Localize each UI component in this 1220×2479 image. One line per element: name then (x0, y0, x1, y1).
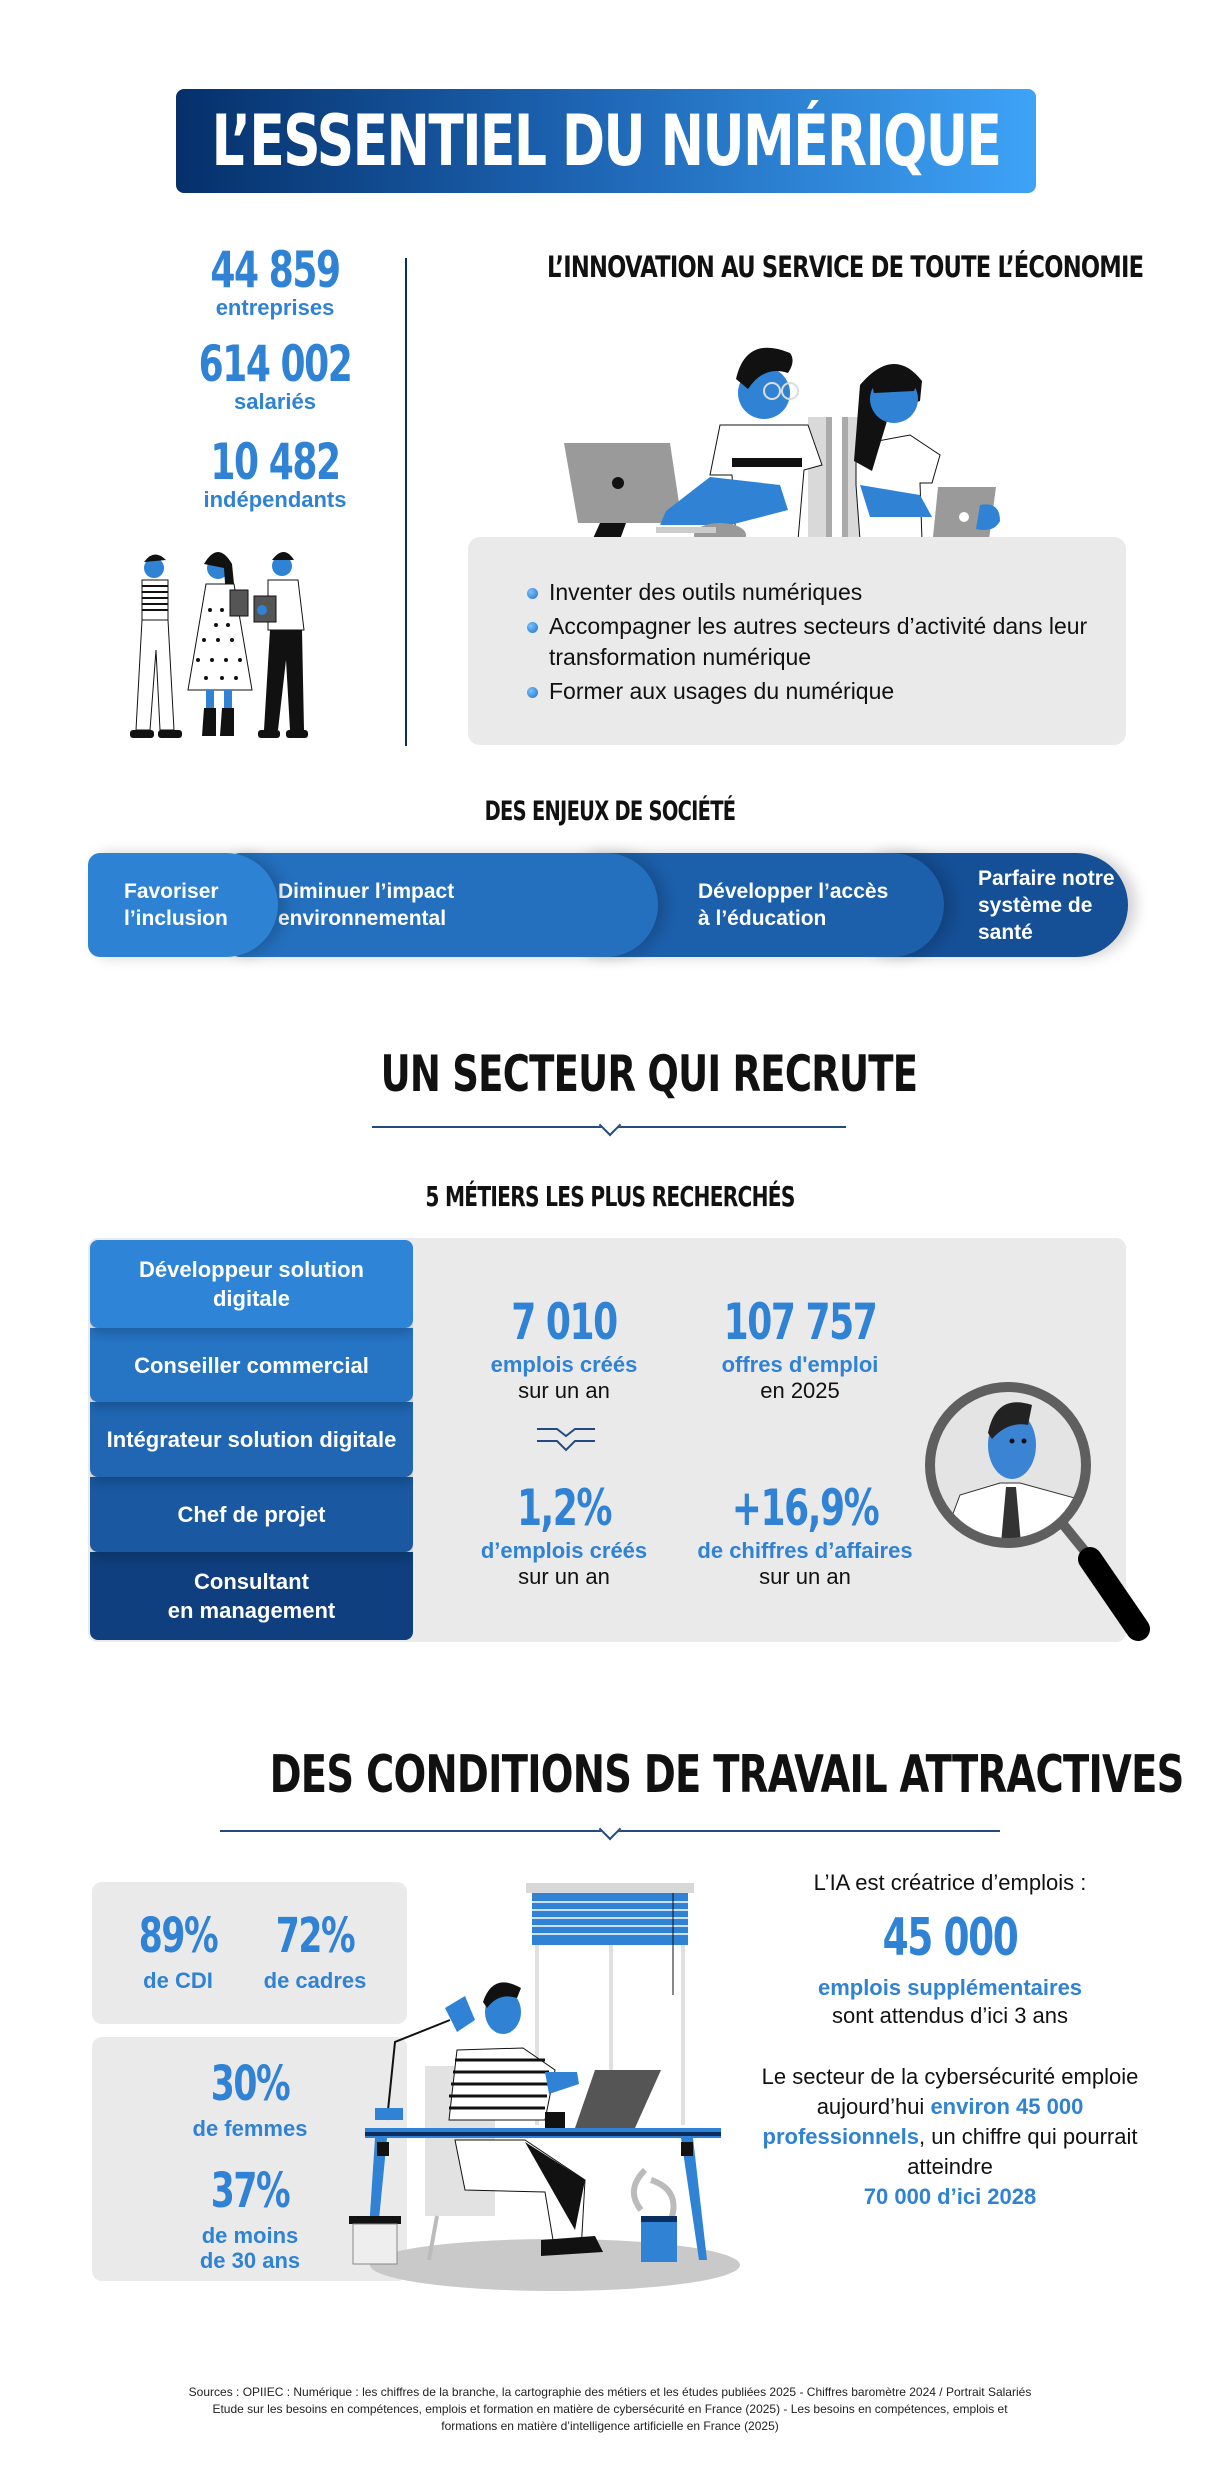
ia-intro: L’IA est créatrice d’emplois : (813, 1870, 1087, 1895)
kpi-value: 107 757 (723, 1293, 877, 1351)
enjeu-label: système de santé (978, 893, 1093, 944)
cyber-text: , un chiffre qui pourrait atteindre (907, 2124, 1138, 2179)
ia-label: emplois supplémentaires (817, 1975, 1083, 2000)
stat-label: de 30 ans (199, 2248, 301, 2273)
metier-label: Chef de projet (177, 1502, 326, 1527)
vertical-divider (405, 258, 407, 746)
people-group-illustration (118, 550, 318, 745)
metiers-list (90, 1240, 413, 1640)
metier-item (90, 1402, 413, 1477)
metier-label: Consultant (194, 1569, 309, 1594)
conditions-title: DES CONDITIONS DE TRAVAIL ATTRACTIVES (269, 1745, 1184, 1805)
stat-femmes (160, 2056, 340, 2141)
enjeu-environnement (228, 853, 658, 957)
innovation-item: Former aux usages du numérique (525, 676, 1105, 707)
key-figure-label: entreprises (215, 295, 335, 320)
enjeu-label: Développer l’accès (698, 880, 889, 903)
stat-value: 72% (275, 1908, 355, 1964)
innovation-title: L’INNOVATION AU SERVICE DE TOUTE L’ÉCONOMIE (547, 250, 1144, 284)
ia-sub: sont attendus d’ici 3 ans (831, 2003, 1069, 2028)
kpi-offres-emploi (670, 1293, 930, 1403)
enjeu-label: Diminuer l’impact (278, 880, 455, 903)
enjeux-title: DES ENJEUX DE SOCIÉTÉ (484, 796, 736, 827)
innovation-item: Accompagner les autres secteurs d’activité dans leur transformation numérique (525, 611, 1105, 673)
stat-label: de CDI (143, 1968, 213, 1993)
sources (140, 2384, 1080, 2435)
key-figure-value: 614 002 (198, 335, 352, 393)
workers-illustration (560, 335, 1030, 545)
magnifier-illustration (920, 1375, 1160, 1650)
stat-label: de moins (201, 2223, 299, 2248)
metier-label: digitale (212, 1286, 290, 1311)
enjeu-label: à l’éducation (698, 907, 827, 930)
metier-label: Développeur solution (139, 1257, 364, 1282)
sources-line: formations en matière d’intelligence artificielle en France (2025) (441, 2419, 779, 2433)
key-figure-label: indépendants (203, 487, 347, 512)
enjeux-bar (88, 853, 1128, 957)
kpi-label: d’emplois créés (480, 1538, 648, 1563)
stat-value: 89% (138, 1908, 218, 1964)
ia-block (740, 1870, 1160, 2212)
key-figure-label: salariés (234, 389, 316, 414)
ia-value: 45 000 (882, 1908, 1018, 1968)
stat-cdi (118, 1908, 238, 1993)
metiers-title: 5 MÉTIERS LES PLUS RECHERCHÉS (425, 1180, 795, 1213)
metier-item (90, 1552, 413, 1640)
key-figure-salaries (110, 335, 440, 415)
key-figure-value: 44 859 (210, 241, 340, 299)
cyber-highlight: environ 45 000 professionnels (762, 2094, 1084, 2149)
cyber-text: Le secteur de la cybersécurité emploie aujourd’hui (761, 2064, 1139, 2119)
kpi-label: offres d'emploi (721, 1352, 879, 1377)
enjeu-inclusion (88, 853, 278, 957)
enjeu-label: Favoriser (124, 880, 219, 903)
enjeu-label: environnemental (278, 907, 447, 930)
page-title: L’ESSENTIEL DU NUMÉRIQUE (211, 100, 1001, 182)
kpi-sub: sur un an (759, 1564, 851, 1589)
stat-label: de cadres (263, 1968, 367, 1993)
kpi-chiffre-affaires (670, 1479, 940, 1589)
kpi-label: emplois créés (490, 1352, 638, 1377)
stat-label: de femmes (192, 2116, 308, 2141)
kpi-value: 7 010 (511, 1293, 617, 1351)
metier-item (90, 1477, 413, 1552)
key-figure-entreprises (110, 241, 440, 321)
kpi-value: 1,2% (516, 1479, 612, 1537)
kpi-emplois-crees (434, 1293, 694, 1403)
title-banner (176, 89, 1036, 193)
key-figures (110, 241, 440, 527)
metier-label: Intégrateur solution digitale (106, 1427, 397, 1452)
cyber-highlight: 70 000 d’ici 2028 (863, 2184, 1037, 2209)
metier-label: Conseiller commercial (134, 1352, 369, 1378)
kpi-sub: sur un an (518, 1378, 610, 1403)
kpi-sub: sur un an (518, 1564, 610, 1589)
enjeu-label: Parfaire notre (978, 866, 1115, 890)
stat-value: 37% (210, 2163, 290, 2219)
kpi-value: +16,9% (731, 1479, 879, 1537)
stat-value: 30% (210, 2056, 290, 2112)
metier-item (90, 1240, 413, 1328)
stat-moins-30-ans (160, 2163, 340, 2273)
sources-line: Sources : OPIIEC : Numérique : les chiffres de la branche, la cartographie des métiers et les études publiées 2025 - Chiffres baromètre 2024 / Portrait Salariés (188, 2385, 1032, 2399)
secteur-title: UN SECTEUR QUI RECRUTE (380, 1045, 918, 1103)
chevron-down-icon (599, 1818, 622, 1841)
key-figure-independants (110, 433, 440, 513)
desk-worker-illustration (345, 1880, 745, 2305)
key-figure-value: 10 482 (210, 433, 340, 491)
chevron-down-icon (599, 1114, 622, 1137)
kpi-label: de chiffres d’affaires (697, 1538, 913, 1563)
innovation-list (525, 577, 1105, 710)
enjeu-label: l’inclusion (124, 907, 228, 930)
sources-line: Etude sur les besoins en compétences, emplois et formation en matière de cybersécurité en France (2025) - Les besoins en compétences, emplois et (212, 2402, 1008, 2416)
cyber-paragraph (740, 2062, 1160, 2212)
innovation-item: Inventer des outils numériques (525, 577, 1105, 608)
metier-label: en management (167, 1598, 336, 1623)
metier-item (90, 1328, 413, 1402)
kpi-croissance-emploi (434, 1479, 694, 1589)
kpi-sub: en 2025 (760, 1378, 840, 1403)
double-chevron-icon (535, 1425, 597, 1453)
